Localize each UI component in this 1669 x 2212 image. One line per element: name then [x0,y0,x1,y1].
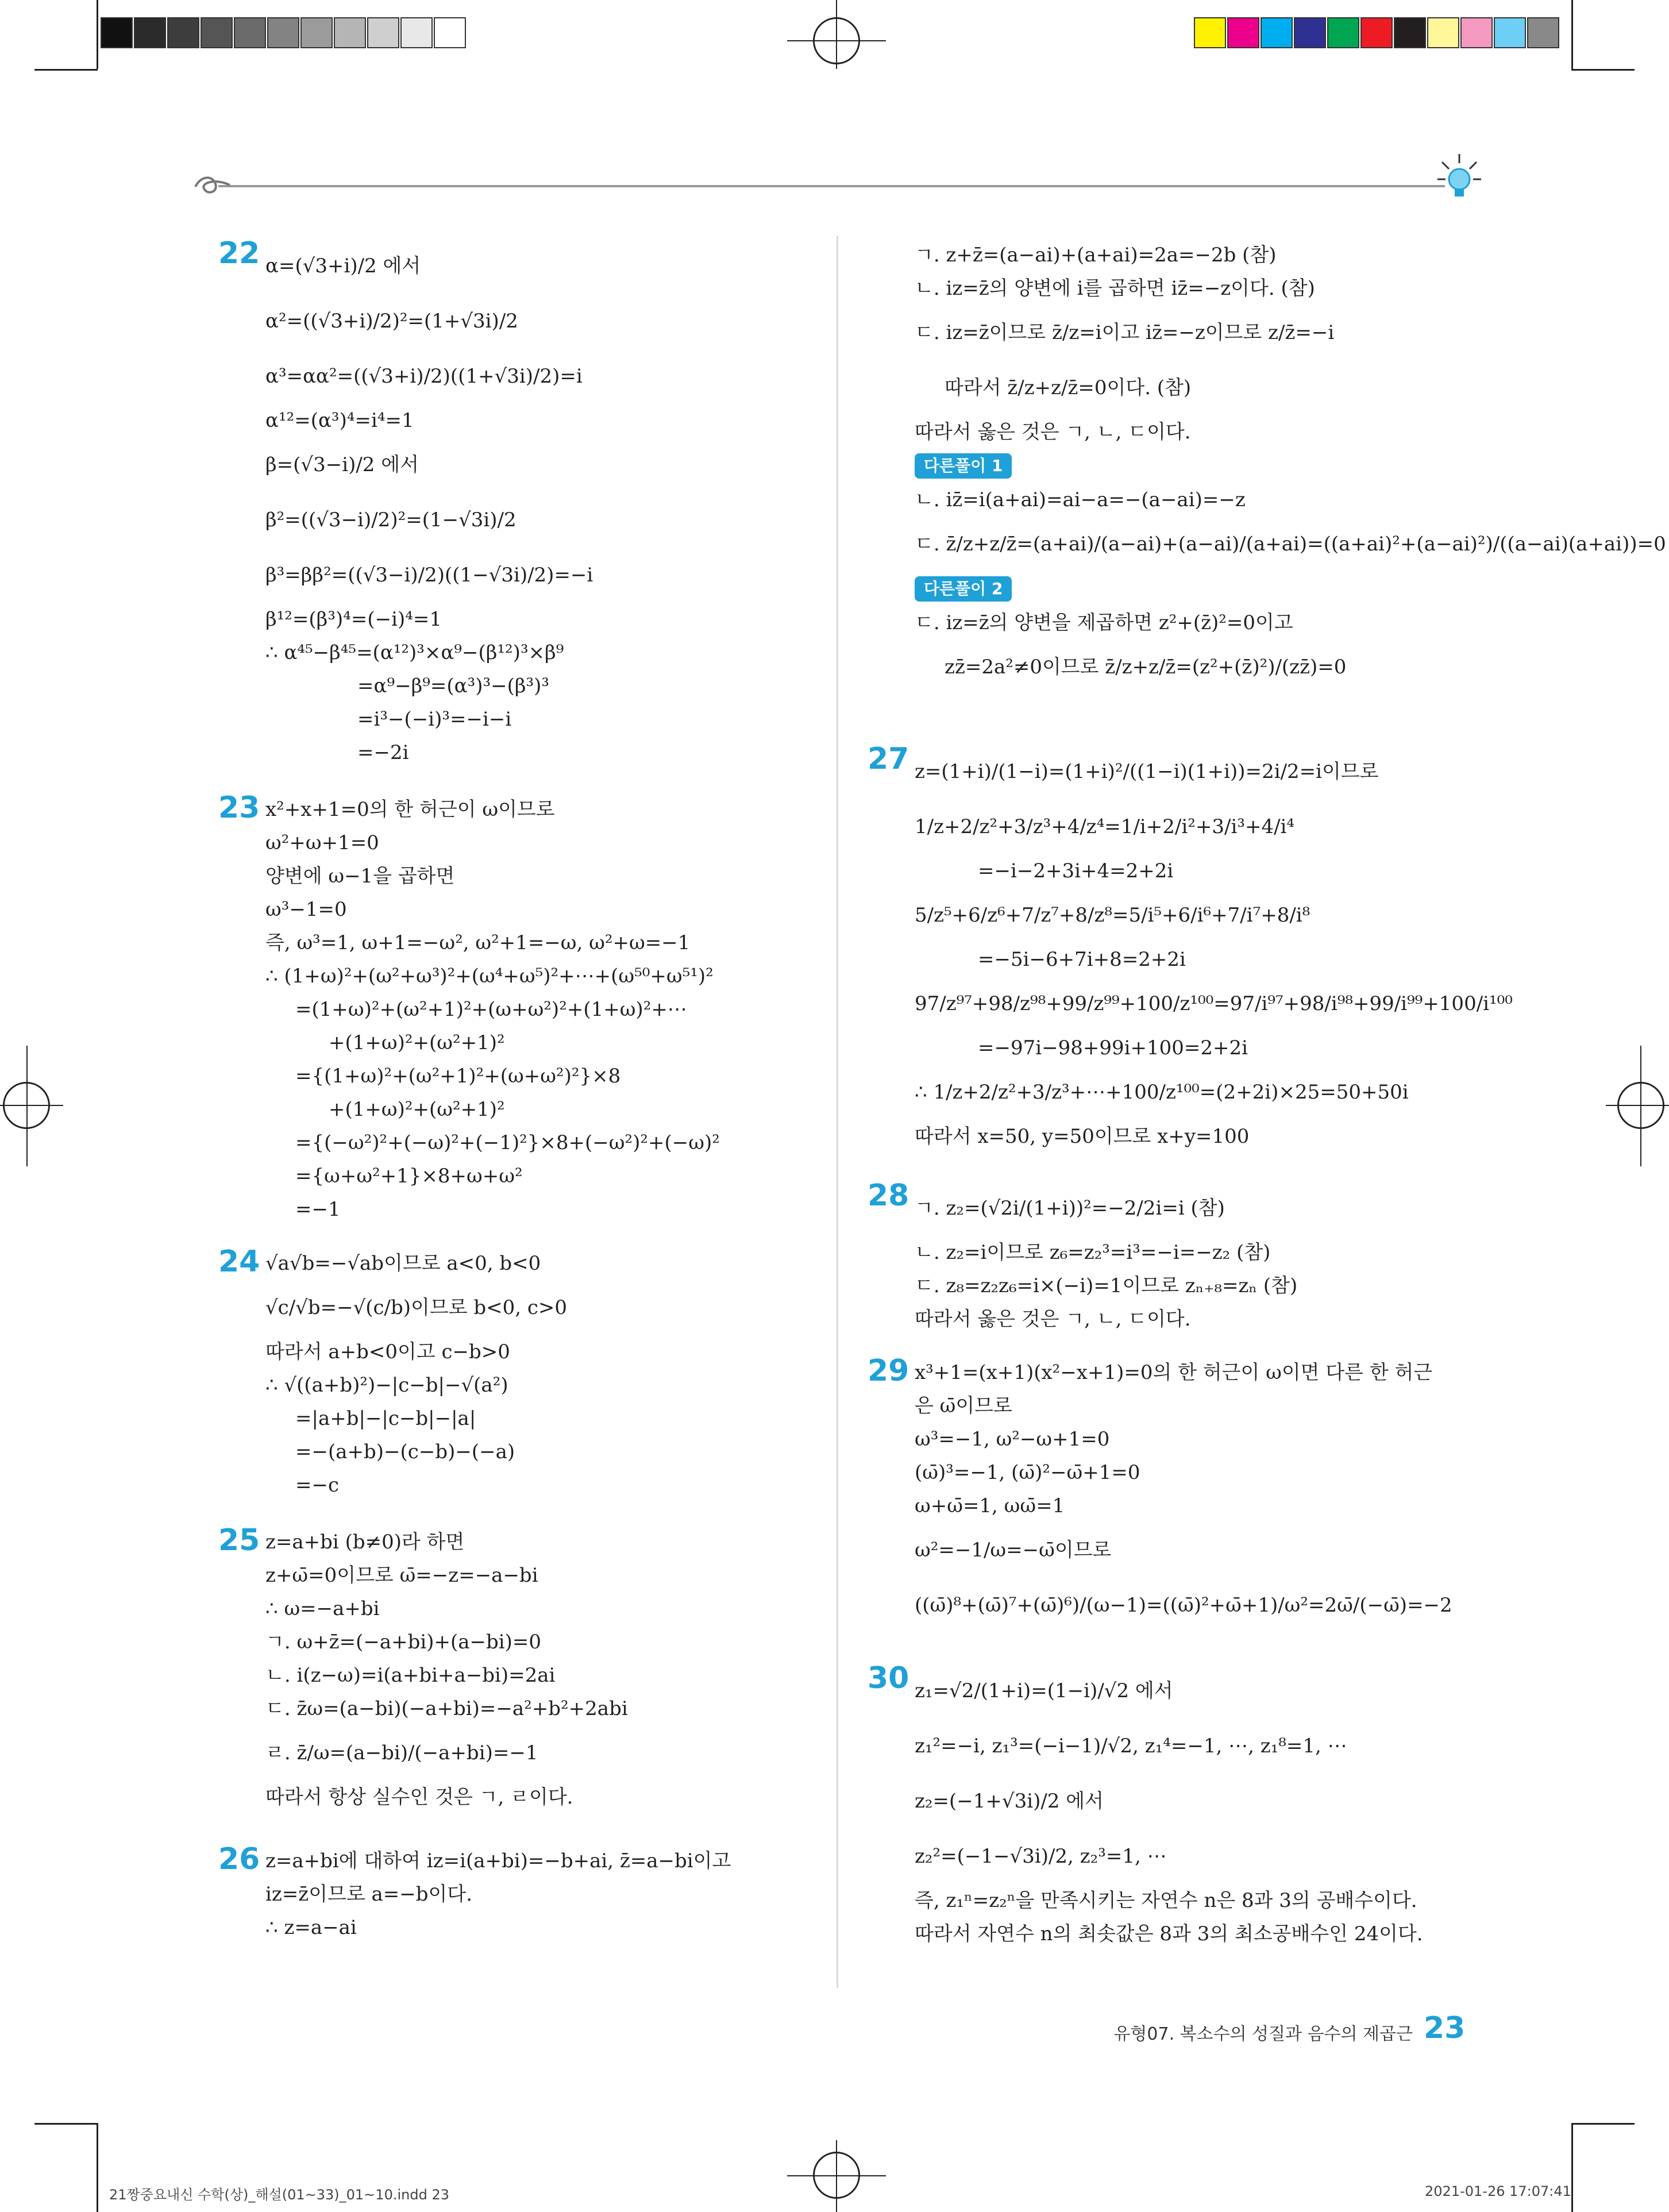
crop-mark [34,69,98,71]
timestamp: 2021-01-26 17:07:41 [1425,2183,1571,2199]
solution-line: β=(√3−i)/2 에서 [265,453,419,476]
process-swatch [1394,17,1426,48]
gray-swatch [101,17,133,48]
solution-line: α=(√3+i)/2 에서 [265,255,421,278]
solution-line: ㄹ. z̄/ω=(a−bi)/(−a+bi)=−1 [265,1741,538,1764]
solution-line: z=a+bi (b≠0)라 하면 [265,1531,465,1554]
problem-number: 28 [868,1178,909,1213]
solution-line: ∴ (1+ω)²+(ω²+ω³)²+(ω⁴+ω⁵)²+⋯+(ω⁵⁰+ω⁵¹)² [265,965,714,988]
crop-mark [1571,0,1573,69]
solution-line: ={(1+ω)²+(ω²+1)²+(ω+ω²)²}×8 [295,1065,621,1088]
solution-line: ∴ α⁴⁵−β⁴⁵=(α¹²)³×α⁹−(β¹²)³×β⁹ [265,641,564,664]
crop-mark [1571,2123,1635,2125]
solution-line: α¹²=(α³)⁴=i⁴=1 [265,409,414,432]
solution-line: ={(−ω²)²+(−ω)²+(−1)²}×8+(−ω²)²+(−ω)² [295,1131,720,1154]
solution-line: ω³=−1, ω²−ω+1=0 [915,1428,1110,1451]
solution-line: =i³−(−i)³=−i−i [357,708,512,731]
solution-line: ㄴ. iz=z̄의 양변에 i를 곱하면 iz̄=−z이다. (참) [915,277,1315,300]
solution-line: 5/z⁵+6/z⁶+7/z⁷+8/z⁸=5/i⁵+6/i⁶+7/i⁷+8/i⁸ [915,904,1310,927]
problem-number: 26 [218,1842,260,1876]
solution-line: ∴ 1/z+2/z²+3/z³+⋯+100/z¹⁰⁰=(2+2i)×25=50+50i [915,1081,1409,1104]
solution-line: =(1+ω)²+(ω²+1)²+(ω+ω²)²+(1+ω)²+⋯ [295,998,687,1021]
solution-line: α²=((√3+i)/2)²=(1+√3i)/2 [265,310,518,333]
solution-line: z₂=(−1+√3i)/2 에서 [915,1790,1104,1813]
crop-mark [1571,2123,1573,2212]
solution-line: ∴ √((a+b)²)−|c−b|−√(a²) [265,1374,508,1397]
solution-line: ㄱ. z₂=(√2i/(1+i))²=−2/2i=i (참) [915,1197,1225,1220]
process-swatch [1261,17,1293,48]
crop-mark [1571,69,1635,71]
solution-line: 따라서 z̄/z+z/z̄=0이다. (참) [945,376,1192,399]
problem-24 [218,1244,817,1525]
solution-line: x²+x+1=0의 한 허근이 ω이므로 [265,798,555,821]
solution-line: =−2i [357,741,409,764]
solution-line: 97/z⁹⁷+98/z⁹⁸+99/z⁹⁹+100/z¹⁰⁰=97/i⁹⁷+98/i⁹⁸+99/i⁹⁹+100/i¹⁰⁰ [915,992,1513,1015]
solution-line: =−(a+b)−(c−b)−(−a) [295,1440,515,1463]
process-swatch [1427,17,1459,48]
solution-line: ㄴ. i(z−ω)=i(a+bi+a−bi)=2ai [265,1664,556,1687]
solution-line: ㄷ. z̄/z+z/z̄=(a+ai)/(a−ai)+(a−ai)/(a+ai)=((a+ai)²+(a−ai)²)/((a−ai)(a+ai))=0 [915,533,1666,556]
solution-line: 따라서 항상 실수인 것은 ㄱ, ㄹ이다. [265,1786,573,1809]
left-column [218,236,817,1944]
problem-number: 23 [218,791,260,825]
solution-line: √a√b=−√ab이므로 a<0, b<0 [265,1252,541,1275]
solution-line: ㄷ. z̄ω=(a−bi)(−a+bi)=−a²+b²+2abi [265,1697,628,1720]
file-info: 21짱중요내신 수학(상)_해설(01~33)_01~10.indd 23 [109,2187,449,2203]
solution-line: z=a+bi에 대하여 iz=i(a+bi)=−b+ai, z̄=a−bi이고 [265,1849,731,1872]
gray-swatch [434,17,466,48]
gray-swatch [267,17,299,48]
lightbulb-icon [1436,149,1482,201]
process-swatch [1294,17,1326,48]
alt-solution-badge: 다른풀이 2 [915,576,1012,602]
gray-swatch [234,17,266,48]
gray-swatch [300,17,333,48]
problem-30 [868,1661,1489,1951]
problem-number: 24 [218,1244,260,1279]
solution-line: 1/z+2/z²+3/z³+4/z⁴=1/i+2/i²+3/i³+4/i⁴ [915,815,1295,838]
solution-line: ㄷ. iz=z̄의 양변을 제곱하면 z²+(z̄)²=0이고 [915,611,1293,634]
solution-line: β²=((√3−i)/2)²=(1−√3i)/2 [265,508,516,531]
solution-line: ㄷ. iz=z̄이므로 z̄/z=i이고 iz̄=−z이므로 z/z̄=−i [915,321,1335,344]
right-column [868,238,1666,1951]
solution-line: ω²=−1/ω=−ω̄이므로 [915,1539,1112,1562]
solution-line: β³=ββ²=((√3−i)/2)((1−√3i)/2)=−i [265,564,593,587]
process-swatch [1327,17,1359,48]
gray-swatch [134,17,166,48]
process-swatch [1227,17,1259,48]
solution-line: zz̄=2a²≠0이므로 z̄/z+z/z̄=(z²+(z̄)²)/(zz̄)=0 [945,656,1347,679]
solution-line: +(1+ω)²+(ω²+1)² [329,1031,505,1054]
solution-line: ㄴ. iz̄=i(a+ai)=ai−a=−(a−ai)=−z [915,488,1246,511]
page-number: 23 [1424,2011,1466,2045]
problem-23 [218,791,817,1247]
process-swatch [1360,17,1393,48]
process-swatch [1494,17,1526,48]
solution-line: z₂²=(−1−√3i)/2, z₂³=1, ⋯ [915,1845,1167,1868]
gray-swatch [367,17,399,48]
crop-mark [34,2123,98,2125]
solution-line: β¹²=(β³)⁴=(−i)⁴=1 [265,608,442,631]
solution-line: =|a+b|−|c−b|−|a| [295,1407,476,1430]
problem-26-continued [915,238,1666,744]
solution-line: z+ω̄=0이므로 ω̄=−z=−a−bi [265,1564,538,1587]
solution-line: (ω̄)³=−1, (ω̄)²−ω̄+1=0 [915,1461,1140,1484]
crop-mark [97,2123,98,2212]
solution-line: +(1+ω)²+(ω²+1)² [329,1098,505,1121]
solution-line: 즉, ω³=1, ω+1=−ω², ω²+1=−ω, ω²+ω=−1 [265,931,691,954]
problem-number: 30 [868,1661,909,1695]
solution-line: ={ω+ω²+1}×8+ω+ω² [295,1165,523,1188]
problem-28 [868,1178,1489,1356]
solution-line: =−c [295,1474,340,1497]
solution-line: ω²+ω+1=0 [265,831,379,854]
solution-line: ∴ ω=−a+bi [265,1597,380,1620]
solution-line: iz=z̄이므로 a=−b이다. [265,1883,473,1906]
solution-line: ∴ z=a−ai [265,1916,357,1939]
solution-line: 즉, z₁ⁿ=z₂ⁿ을 만족시키는 자연수 n은 8과 3의 공배수이다. [915,1889,1417,1912]
solution-line: 따라서 옳은 것은 ㄱ, ㄴ, ㄷ이다. [915,1308,1191,1331]
problem-22 [218,236,817,793]
problem-26 [218,1842,817,1944]
solution-line: ω+ω̄=1, ωω̄=1 [915,1494,1065,1517]
solution-line: 은 ω̄이므로 [915,1394,1012,1417]
solution-line: 따라서 x=50, y=50이므로 x+y=100 [915,1125,1250,1148]
problem-number: 22 [218,236,260,271]
crop-mark [836,0,837,69]
gray-swatch [201,17,233,48]
solution-line: =−5i−6+7i+8=2+2i [978,948,1186,971]
problem-29 [868,1354,1489,1663]
crop-mark [1606,1105,1669,1106]
gray-swatch [400,17,433,48]
crop-mark [0,1105,63,1106]
crop-mark [26,1046,28,1166]
solution-line: z=(1+i)/(1−i)=(1+i)²/((1−i)(1+i))=2i/2=i이므로 [915,760,1379,783]
solution-line: 따라서 a+b<0이고 c−b>0 [265,1340,510,1363]
alt-solution-badge: 다른풀이 1 [915,453,1012,479]
solution-line: z₁=√2/(1+i)=(1−i)/√2 에서 [915,1679,1173,1702]
gray-swatch [334,17,366,48]
solution-line: √c/√b=−√(c/b)이므로 b<0, c>0 [265,1296,568,1319]
header-rule [218,185,1445,187]
solution-line: =−i−2+3i+4=2+2i [978,860,1174,883]
solution-line: ((ω̄)⁸+(ω̄)⁷+(ω̄)⁶)/(ω−1)=((ω̄)²+ω̄+1)/ω²=2ω̄/(−ω̄)=−2 [915,1594,1452,1617]
solution-line: =−1 [295,1198,341,1221]
solution-line: =−97i−98+99i+100=2+2i [978,1036,1248,1059]
problem-number: 27 [868,742,909,776]
solution-line: ㄷ. z₈=z₂z₆=i×(−i)=1이므로 zₙ₊₈=zₙ (참) [915,1274,1298,1297]
solution-line: ω³−1=0 [265,898,347,921]
problem-27 [868,742,1513,1181]
process-swatch [1527,17,1559,48]
column-divider [837,236,838,1988]
problem-number: 29 [868,1354,909,1388]
problem-25 [218,1523,817,1844]
solution-line: α³=αα²=((√3+i)/2)((1+√3i)/2)=i [265,365,583,388]
crop-mark [97,0,98,69]
clip-icon [192,172,233,201]
solution-line: z₁²=−i, z₁³=(−i−1)/√2, z₁⁴=−1, ⋯, z₁⁸=1, ⋯ [915,1735,1347,1758]
crop-mark [1640,1046,1641,1166]
solution-line: 양변에 ω−1을 곱하면 [265,865,455,888]
solution-line: 따라서 옳은 것은 ㄱ, ㄴ, ㄷ이다. [915,421,1191,444]
solution-line: =α⁹−β⁹=(α³)³−(β³)³ [357,675,550,697]
solution-line: ㄱ. z+z̄=(a−ai)+(a+ai)=2a=−2b (참) [915,244,1277,267]
crop-mark [836,2140,837,2212]
problem-number: 25 [218,1523,260,1558]
section-title: 유형07. 복소수의 성질과 음수의 제곱근 [1113,2024,1413,2044]
solution-line: ㄴ. z₂=i이므로 z₆=z₂³=i³=−i=−z₂ (참) [915,1241,1271,1264]
process-swatch [1194,17,1226,48]
gray-swatch [167,17,199,48]
solution-line: ㄱ. ω+z̄=(−a+bi)+(a−bi)=0 [265,1631,542,1654]
process-swatch [1460,17,1493,48]
solution-line: x³+1=(x+1)(x²−x+1)=0의 한 허근이 ω이면 다른 한 허근 [915,1361,1433,1384]
solution-line: 따라서 자연수 n의 최솟값은 8과 3의 최소공배수인 24이다. [915,1922,1423,1945]
